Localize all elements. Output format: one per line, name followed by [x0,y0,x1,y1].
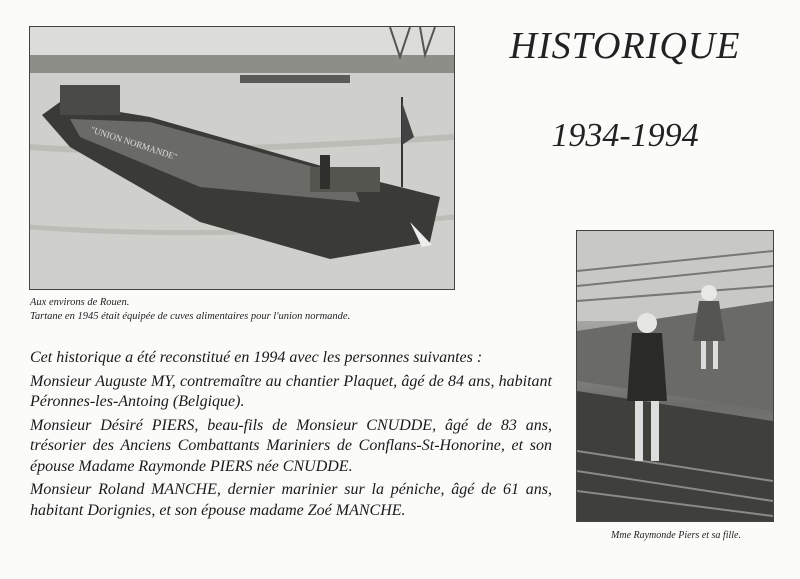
portrait-illustration [577,231,773,521]
page-title: HISTORIQUE [509,25,741,67]
intro-paragraph: Cet historique a été reconstitué en 1994 avec les personnes suivantes : [30,349,483,366]
paragraph-roland-manche: Monsieur Roland MANCHE, dernier marinier sur la péniche, âgé de 61 ans, habitant Dorignies, et son épouse madame Zoé MANCHE. [30,481,552,519]
barge-photo [29,26,455,290]
portrait-photo [576,230,774,522]
paragraph-auguste-my: Monsieur Auguste MY, contremaître au chantier Plaquet, âgé de 84 ans, habitant Péronnes-les-Antoing (Belgique). [30,372,552,410]
year-range: 1934-1994 [551,117,699,154]
main-photo-caption [30,296,460,324]
boat-lettering: "UNION NORMANDE" [89,124,179,162]
paragraph-desire-piers: Monsieur Désiré PIERS, beau-fils de Monsieur CNUDDE, âgé de 83 ans, trésorier des Anciens Combattants Mariniers de Conflans-St-Honorine, et son épouse Madame Raymonde PIERS née CNUDDE. [30,416,552,475]
portrait-caption: Mme Raymonde Piers et sa fille. [611,530,741,541]
caption-description: Tartane en 1945 était équipée de cuves alimentaires pour l'union normande. [30,311,351,322]
barge-illustration [30,27,454,289]
caption-location: Aux environs de Rouen. [30,297,130,308]
history-text [30,348,552,524]
